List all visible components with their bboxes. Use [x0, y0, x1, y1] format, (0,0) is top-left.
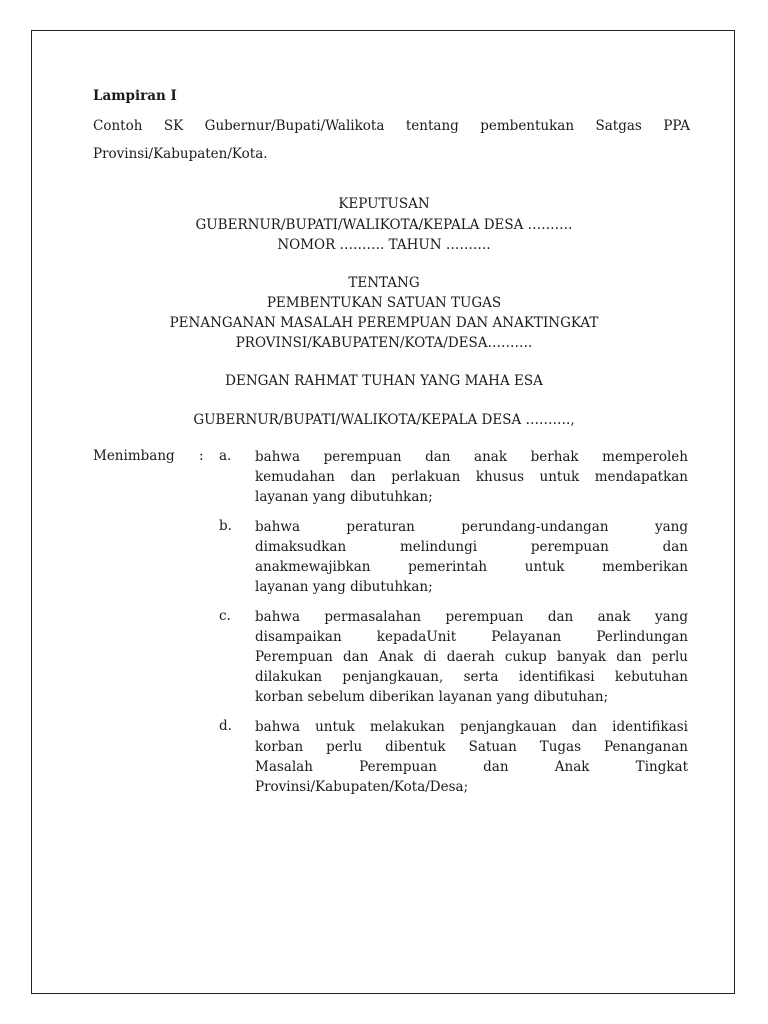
lampiran-heading: Lampiran I	[93, 88, 177, 104]
clause-a-line-1: bahwa perempuan dan anak berhak memperoleh	[255, 449, 688, 465]
menimbang-label: Menimbang	[93, 448, 175, 464]
clause-b-line-2: dimaksudkan melindungi perempuan dan	[255, 539, 688, 555]
clause-b-letter: b.	[219, 518, 232, 534]
title-subject-2: PENANGANAN MASALAH PEREMPUAN DAN ANAKTINGKAT	[169, 315, 599, 331]
title-subject-1: PEMBENTUKAN SATUAN TUGAS	[266, 295, 502, 311]
clause-d-line-4: Provinsi/Kabupaten/Kota/Desa;	[255, 779, 469, 795]
menimbang-colon: :	[199, 448, 204, 464]
clause-c-line-4: dilakukan penjangkauan, serta identifikasi kebutuhan	[255, 669, 688, 685]
clause-d-line-1: bahwa untuk melakukan penjangkauan dan identifikasi	[255, 719, 688, 735]
page-border	[31, 30, 735, 994]
clause-a-letter: a.	[219, 448, 232, 464]
intro-line-2: Provinsi/Kabupaten/Kota.	[93, 146, 268, 162]
title-keputusan: KEPUTUSAN	[338, 196, 430, 212]
title-nomor: NOMOR ………. TAHUN ……….	[277, 237, 491, 253]
clause-d-line-2: korban perlu dibentuk Satuan Tugas Penanganan	[255, 739, 688, 755]
clause-b-line-4: layanan yang dibutuhkan;	[255, 579, 433, 595]
title-rahmat: DENGAN RAHMAT TUHAN YANG MAHA ESA	[225, 373, 543, 389]
clause-a-line-2: kemudahan dan perlakuan khusus untuk mendapatkan	[255, 469, 688, 485]
clause-a-line-3: layanan yang dibutuhkan;	[255, 489, 433, 505]
title-tentang: TENTANG	[348, 275, 420, 291]
clause-d-letter: d.	[219, 718, 232, 734]
clause-c-line-3: Perempuan dan Anak di daerah cukup banyak dan perlu	[255, 649, 688, 665]
title-subject-3: PROVINSI/KABUPATEN/KOTA/DESA……….	[235, 335, 533, 351]
title-issuer: GUBERNUR/BUPATI/WALIKOTA/KEPALA DESA ……….	[195, 217, 573, 233]
clause-a-text	[255, 447, 688, 507]
clause-b-line-1: bahwa peraturan perundang-undangan yang	[255, 519, 688, 535]
clause-d-text	[255, 717, 688, 797]
intro-paragraph	[93, 112, 690, 168]
clause-b-text	[255, 517, 688, 597]
clause-c-line-1: bahwa permasalahan perempuan dan anak yang	[255, 609, 688, 625]
clause-d-line-3: Masalah Perempuan dan Anak Tingkat	[255, 759, 688, 775]
clause-c-line-2: disampaikan kepadaUnit Pelayanan Perlindungan	[255, 629, 688, 645]
clause-c-line-5: korban sebelum diberikan layanan yang dibutuhan;	[255, 689, 609, 705]
intro-line-1: Contoh SK Gubernur/Bupati/Walikota tentang pembentukan Satgas PPA	[93, 118, 690, 134]
title-issuer-2: GUBERNUR/BUPATI/WALIKOTA/KEPALA DESA ……….,	[193, 412, 575, 428]
clause-c-letter: c.	[219, 608, 231, 624]
clause-b-line-3: anakmewajibkan pemerintah untuk memberikan	[255, 559, 688, 575]
clause-c-text	[255, 607, 688, 707]
